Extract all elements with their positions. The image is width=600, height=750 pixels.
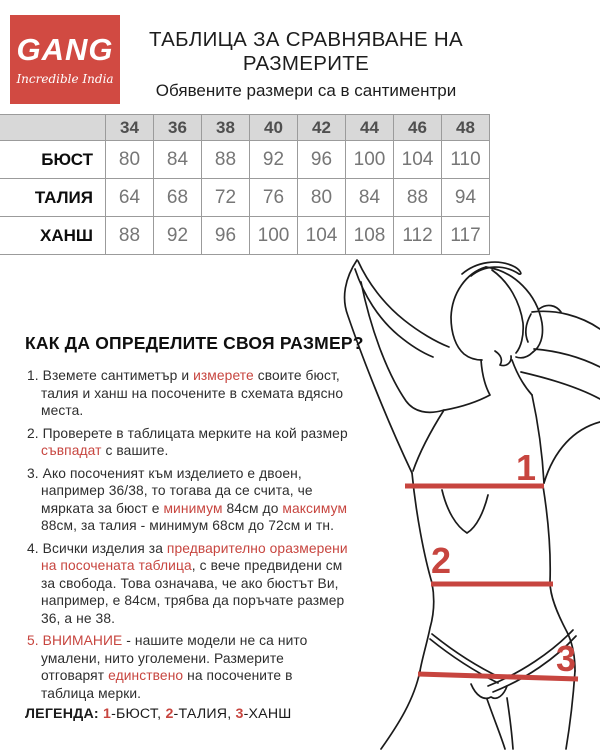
size-table-head bbox=[0, 115, 490, 141]
size-value-cell: 100 bbox=[250, 217, 298, 255]
howto-text: своите бюст, талия и ханш на посочените в схемата вдясно места. bbox=[41, 368, 344, 418]
howto-item-number: 4. bbox=[27, 540, 43, 556]
size-row-label: ТАЛИЯ bbox=[0, 179, 106, 217]
bust-label: 1 bbox=[516, 447, 537, 488]
howto-text: Всички изделия за bbox=[42, 540, 167, 556]
size-column-header: 38 bbox=[202, 115, 250, 141]
howto-red-text: предварително оразмерени на посочената таблица bbox=[41, 540, 348, 573]
howto-text: 88см, за талия - минимум 68см до 72см и тн. bbox=[41, 518, 335, 533]
size-value-cell: 84 bbox=[346, 179, 394, 217]
hips-measure-line bbox=[418, 674, 578, 679]
size-value-cell: 104 bbox=[298, 217, 346, 255]
header bbox=[118, 28, 494, 101]
size-table bbox=[0, 114, 490, 255]
size-value-cell: 88 bbox=[202, 141, 250, 179]
size-value-cell: 88 bbox=[106, 217, 154, 255]
size-value-cell: 96 bbox=[298, 141, 346, 179]
waist-label: 2 bbox=[431, 540, 452, 581]
size-value-cell: 68 bbox=[154, 179, 202, 217]
size-value-cell: 92 bbox=[250, 141, 298, 179]
size-row-label: ХАНШ bbox=[0, 217, 106, 255]
howto-text: Проверете в таблицата мерките на кой размер bbox=[42, 425, 348, 441]
size-table-row bbox=[0, 141, 490, 179]
howto-red-text: минимум bbox=[163, 500, 223, 516]
size-value-cell: 108 bbox=[346, 217, 394, 255]
size-column-header: 42 bbox=[298, 115, 346, 141]
size-value-cell: 117 bbox=[442, 217, 490, 255]
size-table-header-row bbox=[0, 115, 490, 141]
size-value-cell: 84 bbox=[154, 141, 202, 179]
howto-text: 84см до bbox=[222, 500, 283, 516]
howto-list bbox=[27, 367, 349, 707]
size-column-header: 44 bbox=[346, 115, 394, 141]
size-column-header: 34 bbox=[106, 115, 154, 141]
howto-item bbox=[27, 540, 349, 628]
howto-text: , с вече предвидени см за свобода. Това означава, че ако бюстът Ви, например, е 84см, трябва да поръчате размер 36, а не 38. bbox=[41, 558, 345, 626]
size-value-cell: 110 bbox=[442, 141, 490, 179]
brand-logo bbox=[10, 15, 120, 104]
howto-red-text: единствено bbox=[108, 668, 184, 683]
page-title: ТАБЛИЦА ЗА СРАВНЯВАНЕ НА РАЗМЕРИТЕ bbox=[148, 28, 464, 75]
legend-number: 3 bbox=[235, 706, 244, 722]
size-table-row bbox=[0, 217, 490, 255]
size-table-row bbox=[0, 179, 490, 217]
size-value-cell: 72 bbox=[202, 179, 250, 217]
legend bbox=[25, 706, 291, 722]
howto-item bbox=[27, 632, 349, 702]
howto-text: на посочените в таблица мерки. bbox=[41, 668, 293, 701]
howto-red-text: съвпадат bbox=[41, 443, 102, 458]
woman-line-drawing bbox=[335, 252, 600, 750]
size-value-cell: 112 bbox=[394, 217, 442, 255]
brand-name: GANG bbox=[16, 31, 114, 67]
howto-text: Ако посоченият към изделието е двоен, например 36/38, то тогава да се счита, че мярката за бюст е bbox=[41, 465, 313, 516]
measurement-figure bbox=[335, 252, 600, 750]
howto-item-number: 2. bbox=[27, 425, 43, 441]
legend-text: -ТАЛИЯ, bbox=[173, 706, 236, 722]
howto-item-number: 5. bbox=[27, 633, 43, 648]
howto-item-number: 3. bbox=[27, 465, 43, 481]
size-column-header: 40 bbox=[250, 115, 298, 141]
howto-item bbox=[27, 465, 349, 535]
size-row-label: БЮСТ bbox=[0, 141, 106, 179]
howto-heading: КАК ДА ОПРЕДЕЛИТЕ СВОЯ РАЗМЕР? bbox=[25, 333, 364, 353]
hips-label: 3 bbox=[556, 638, 577, 679]
howto-text: - нашите модели не са нито умалени, нито уголемени. Размерите отговарят bbox=[41, 633, 308, 683]
legend-number: 1 bbox=[103, 706, 112, 722]
size-value-cell: 76 bbox=[250, 179, 298, 217]
legend-text: -ХАНШ bbox=[243, 706, 292, 722]
size-value-cell: 104 bbox=[394, 141, 442, 179]
size-value-cell: 80 bbox=[298, 179, 346, 217]
howto-red-text: максимум bbox=[282, 500, 348, 516]
legend-number: 2 bbox=[165, 706, 174, 722]
howto-red-text: измерете bbox=[193, 368, 254, 383]
howto-text: Вземете сантиметър и bbox=[42, 368, 194, 383]
size-column-header: 48 bbox=[442, 115, 490, 141]
howto-red-text: ВНИМАНИЕ bbox=[42, 633, 123, 648]
brand-tagline: Incredible India bbox=[16, 71, 114, 86]
size-value-cell: 100 bbox=[346, 141, 394, 179]
size-value-cell: 64 bbox=[106, 179, 154, 217]
howto-item bbox=[27, 367, 349, 420]
legend-title: ЛЕГЕНДА: bbox=[25, 706, 103, 722]
size-table-corner-cell bbox=[0, 115, 106, 141]
size-value-cell: 88 bbox=[394, 179, 442, 217]
size-table-body bbox=[0, 141, 490, 255]
size-value-cell: 94 bbox=[442, 179, 490, 217]
page-subtitle: Обявените размери са в сантиментри bbox=[155, 81, 457, 100]
legend-text: -БЮСТ, bbox=[111, 706, 166, 722]
size-column-header: 46 bbox=[394, 115, 442, 141]
howto-item-number: 1. bbox=[27, 368, 43, 383]
size-value-cell: 96 bbox=[202, 217, 250, 255]
howto-text: с вашите. bbox=[101, 443, 169, 458]
size-column-header: 36 bbox=[154, 115, 202, 141]
size-value-cell: 92 bbox=[154, 217, 202, 255]
measurement-labels bbox=[431, 447, 576, 679]
howto-item bbox=[27, 425, 349, 460]
size-value-cell: 80 bbox=[106, 141, 154, 179]
